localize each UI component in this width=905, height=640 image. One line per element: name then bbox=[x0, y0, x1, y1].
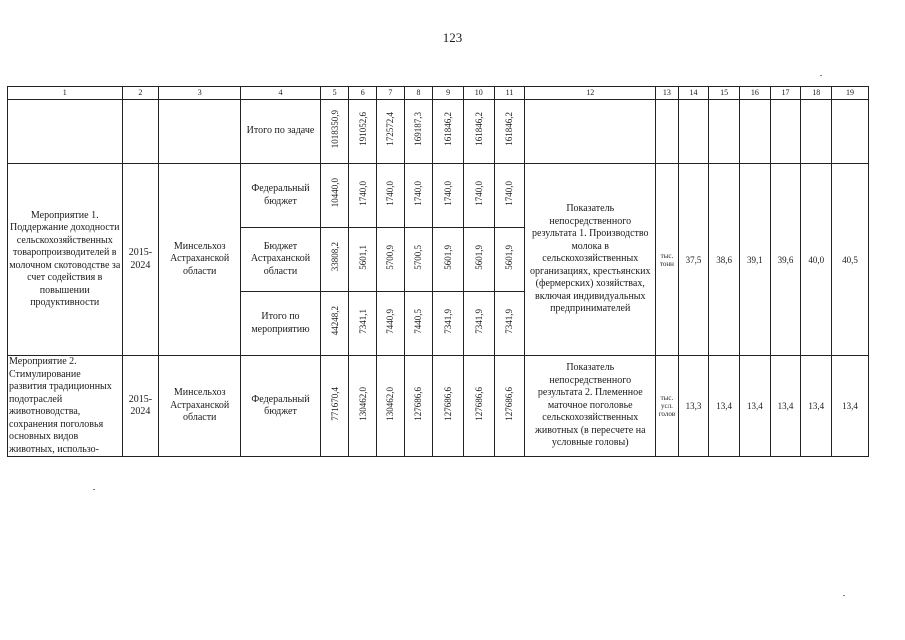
amount-cell: 5601,9 bbox=[473, 244, 484, 270]
budget-source: Бюджет Астраханской области bbox=[241, 228, 321, 292]
amount-cell: 33808,2 bbox=[329, 242, 340, 272]
amount-cell: 161846,2 bbox=[504, 112, 515, 146]
col-num: 15 bbox=[709, 87, 740, 100]
empty-cell bbox=[122, 100, 159, 164]
measure-1-indicator: Показатель непосредственного результата 1. Производство молока в сельскохозяйственных организациях, крестьянских (фермерских) хозяйствах, включая индивидуальных предпринимателей bbox=[525, 164, 656, 356]
amount-cell: 7341,1 bbox=[357, 308, 368, 334]
empty-cell bbox=[8, 100, 123, 164]
measure-2-executor: Минсельхоз Астраханской области bbox=[159, 356, 241, 457]
indicator-value: 40,5 bbox=[832, 164, 869, 356]
indicator-value: 40,0 bbox=[801, 164, 832, 356]
measure-1-unit: тыс. тонн bbox=[656, 164, 678, 356]
empty-cell bbox=[801, 100, 832, 164]
col-num: 9 bbox=[433, 87, 464, 100]
amount-cell: 7440,9 bbox=[385, 308, 396, 334]
amount-cell: 130462,0 bbox=[385, 386, 396, 421]
amount-cell: 1740,0 bbox=[473, 180, 484, 206]
col-num: 1 bbox=[8, 87, 123, 100]
indicator-value: 13,4 bbox=[832, 356, 869, 457]
indicator-value: 39,1 bbox=[740, 164, 771, 356]
amount-cell: 1740,0 bbox=[357, 180, 368, 206]
measure-1-name: Мероприятие 1. Поддержание доходности сельскохозяйственных товаропроизводителей в молочном скотоводстве за счет содействия в повышении продуктивности bbox=[8, 164, 123, 356]
amount-cell: 191052,6 bbox=[357, 112, 368, 146]
col-num: 10 bbox=[463, 87, 494, 100]
indicator-value: 38,6 bbox=[709, 164, 740, 356]
scan-speck bbox=[843, 595, 845, 596]
indicator-value: 13,3 bbox=[678, 356, 709, 457]
empty-cell bbox=[159, 100, 241, 164]
amount-cell: 1740,0 bbox=[385, 180, 396, 206]
scan-speck bbox=[93, 489, 95, 490]
amount-cell: 169187,3 bbox=[413, 112, 424, 146]
col-num: 16 bbox=[740, 87, 771, 100]
col-num: 7 bbox=[377, 87, 405, 100]
empty-cell bbox=[740, 100, 771, 164]
amount-cell: 1740,0 bbox=[443, 180, 454, 206]
m1-federal-row bbox=[8, 164, 869, 228]
col-num: 4 bbox=[241, 87, 321, 100]
amount-cell: 5601,1 bbox=[357, 244, 368, 270]
measure-2-unit: тыс. усл. голов bbox=[656, 356, 678, 457]
amount-cell: 1740,0 bbox=[413, 180, 424, 206]
amount-cell: 172572,4 bbox=[385, 112, 396, 146]
budget-source: Федеральный бюджет bbox=[241, 356, 321, 457]
scan-speck bbox=[820, 75, 822, 76]
amount-cell: 7341,9 bbox=[443, 308, 454, 334]
empty-cell bbox=[656, 100, 678, 164]
col-num: 2 bbox=[122, 87, 159, 100]
empty-cell bbox=[709, 100, 740, 164]
col-num: 17 bbox=[770, 87, 801, 100]
m2-federal-row bbox=[8, 356, 869, 457]
amount-cell: 771670,4 bbox=[329, 386, 340, 421]
amount-cell: 127686,6 bbox=[473, 386, 484, 421]
indicator-value: 39,6 bbox=[770, 164, 801, 356]
amount-cell: 10440,0 bbox=[329, 178, 340, 208]
column-number-row bbox=[8, 87, 869, 100]
amount-cell: 161846,2 bbox=[443, 112, 454, 146]
measure-2-name: Мероприятие 2. Стимулирование развития традиционных подотраслей животноводства, сохранения поголовья основных видов животных, использо- bbox=[8, 356, 123, 457]
budget-source: Итого по мероприятию bbox=[241, 292, 321, 356]
indicator-value: 13,4 bbox=[709, 356, 740, 457]
amount-cell: 127686,6 bbox=[413, 386, 424, 421]
amount-cell: 7341,9 bbox=[473, 308, 484, 334]
col-num: 19 bbox=[832, 87, 869, 100]
amount-cell: 127686,6 bbox=[443, 386, 454, 421]
indicator-value: 13,4 bbox=[770, 356, 801, 457]
program-table bbox=[7, 86, 869, 457]
empty-cell bbox=[525, 100, 656, 164]
task-total-row bbox=[8, 100, 869, 164]
amount-cell: 7440,5 bbox=[413, 308, 424, 334]
indicator-value: 37,5 bbox=[678, 164, 709, 356]
amount-cell: 5601,9 bbox=[504, 244, 515, 270]
col-num: 3 bbox=[159, 87, 241, 100]
amount-cell: 7341,9 bbox=[504, 308, 515, 334]
amount-cell: 1740,0 bbox=[504, 180, 515, 206]
amount-cell: 44248,2 bbox=[329, 306, 340, 336]
col-num: 5 bbox=[320, 87, 349, 100]
amount-cell: 1018350,9 bbox=[329, 109, 340, 149]
empty-cell bbox=[678, 100, 709, 164]
amount-cell: 5700,5 bbox=[413, 244, 424, 270]
measure-1-period: 2015-2024 bbox=[122, 164, 159, 356]
col-num: 6 bbox=[349, 87, 377, 100]
col-num: 12 bbox=[525, 87, 656, 100]
indicator-value: 13,4 bbox=[740, 356, 771, 457]
amount-cell: 5700,9 bbox=[385, 244, 396, 270]
measure-1-executor: Минсельхоз Астраханской области bbox=[159, 164, 241, 356]
measure-2-indicator: Показатель непосредственного результата 2. Племенное маточное поголовье сельскохозяйственных животных (в пересчете на условные головы) bbox=[525, 356, 656, 457]
measure-2-period: 2015-2024 bbox=[122, 356, 159, 457]
page-number: 123 bbox=[442, 30, 463, 45]
amount-cell: 5601,9 bbox=[443, 244, 454, 270]
empty-cell bbox=[770, 100, 801, 164]
indicator-value: 13,4 bbox=[801, 356, 832, 457]
col-num: 13 bbox=[656, 87, 678, 100]
budget-source: Итого по задаче bbox=[241, 100, 321, 164]
amount-cell: 127686,6 bbox=[504, 386, 515, 421]
col-num: 14 bbox=[678, 87, 709, 100]
col-num: 18 bbox=[801, 87, 832, 100]
budget-source: Федеральный бюджет bbox=[241, 164, 321, 228]
empty-cell bbox=[832, 100, 869, 164]
col-num: 8 bbox=[404, 87, 433, 100]
col-num: 11 bbox=[494, 87, 525, 100]
amount-cell: 130462,0 bbox=[357, 386, 368, 421]
amount-cell: 161846,2 bbox=[473, 112, 484, 146]
